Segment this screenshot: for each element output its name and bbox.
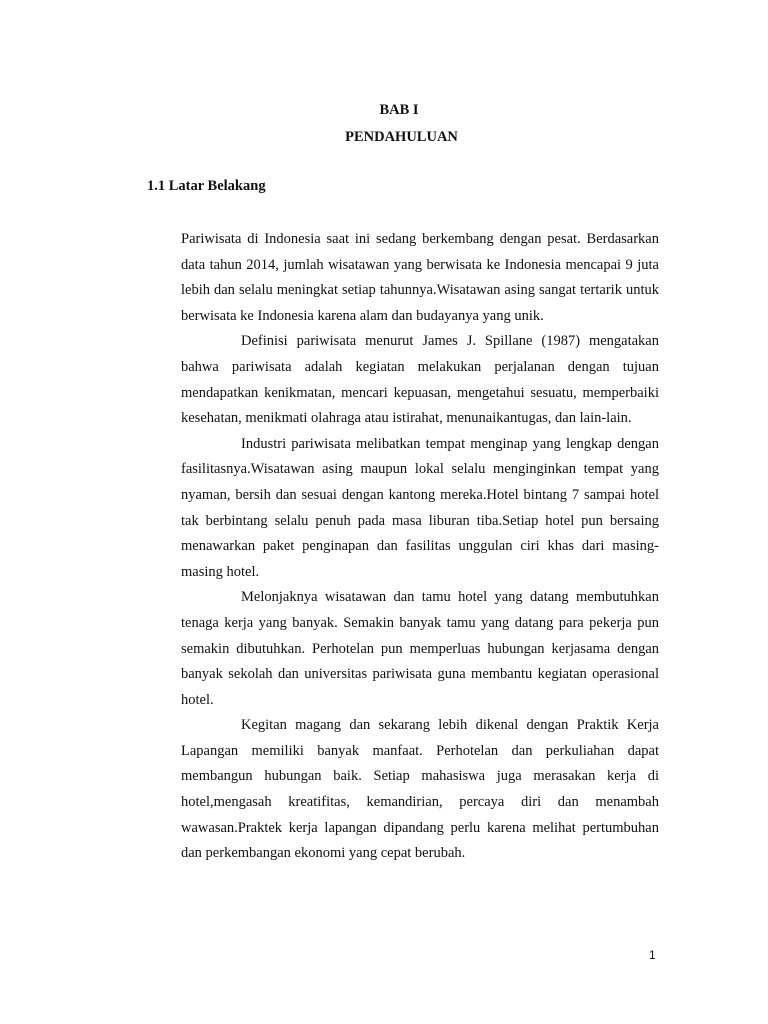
section-heading: 1.1 Latar Belakang [147,178,266,194]
paragraph-5: Kegitan magang dan sekarang lebih dikenal dengan Praktik Kerja Lapangan memiliki banyak manfaat. Perhotelan dan perkuliahan dapat membangun hubungan baik. Setiap mahasiswa juga merasakan kerja di hotel,mengasah kreatifitas, kemandirian, percaya diri dan menambah wawasan.Praktek kerja lapangan dipandang perlu karena melihat pertumbuhan dan perkembangan ekonomi yang cepat berubah. [181,717,659,862]
chapter-number: BAB I [379,102,419,118]
page-number: 1 [649,948,656,962]
paragraph-3: Industri pariwisata melibatkan tempat menginap yang lengkap dengan fasilitasnya.Wisatawan asing maupun lokal selalu menginginkan tempat yang nyaman, bersih dan sesuai dengan kantong mereka.Hotel bintang 7 sampai hotel tak berbintang selalu penuh pada masa liburan tiba.Setiap hotel pun bersaing menawarkan paket penginapan dan fasilitas unggulan ciri khas dari masing-masing hotel. [181,435,659,580]
paragraph-2: Definisi pariwisata menurut James J. Spillane (1987) mengatakan bahwa pariwisata adalah kegiatan melakukan perjalanan dengan tujuan mendapatkan kenikmatan, mencari kepuasan, mengetahui sesuatu, memperbaiki kesehatan, menikmati olahraga atau istirahat, menunaikantugas, dan lain-lain. [181,333,659,427]
chapter-title: PENDAHULUAN [345,129,458,145]
body-text [181,227,659,867]
paragraph-4: Melonjaknya wisatawan dan tamu hotel yang datang membutuhkan tenaga kerja yang banyak. Semakin banyak tamu yang datang para pekerja pun semakin dibutuhkan. Perhotelan pun memperluas hubungan kerjasama dengan banyak sekolah dan universitas pariwisata guna membantu kegiatan operasional hotel. [181,589,659,708]
paragraph-1: Pariwisata di Indonesia saat ini sedang berkembang dengan pesat. Berdasarkan data tahun 2014, jumlah wisatawan yang berwisata ke Indonesia mencapai 9 juta lebih dan selalu meningkat setiap tahunnya.Wisatawan asing sangat tertarik untuk berwisata ke Indonesia karena alam dan budayanya yang unik. [181,231,659,324]
